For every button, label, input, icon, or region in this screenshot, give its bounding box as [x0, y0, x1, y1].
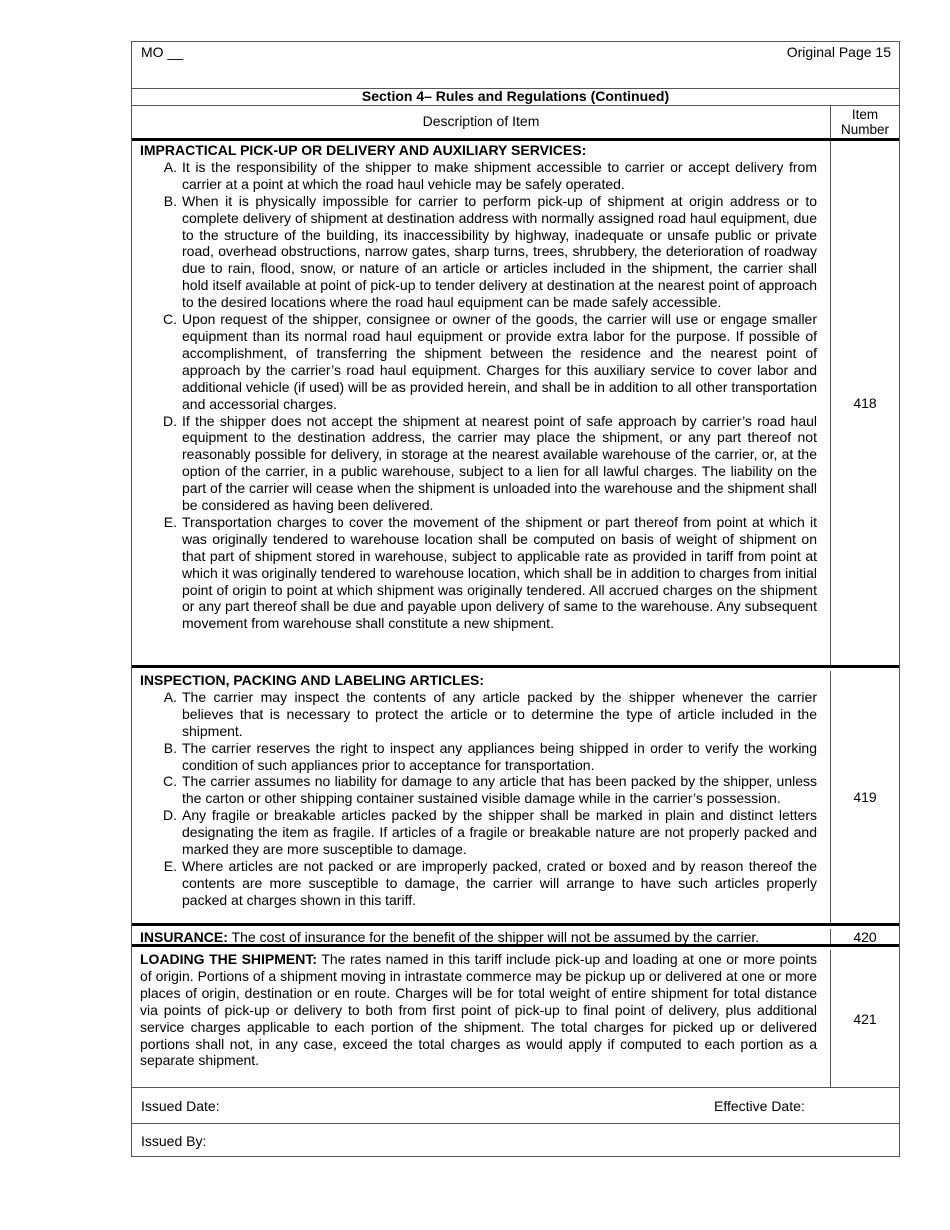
item-description [132, 950, 830, 1087]
item-number: 419 [830, 671, 899, 923]
page-number: Original Page 15 [786, 44, 891, 60]
table-row [132, 950, 899, 1088]
item-text: The rates named in this tariff include pick-up and loading at one or more points of origin. Portions of a shipment moving in intrastate commerce may be pickup up or delivered at one or more places of origin, destination or en route. Charges will be for total weight of entire shipment for total distance via points of pick-up or delivery to both from first point of pick-up to final point of delivery, plus additional service charges applicable to each portion of the shipment. The total charges for picked up or delivered portions shall not, in any case, exceed the total charges as would apply if computed to each portion as a separate shipment. [140, 951, 817, 1069]
column-header [132, 105, 899, 141]
issued-by [132, 1123, 899, 1157]
list-item: A. It is the responsibility of the shipper to make shipment accessible to carrier or accept delivery from carrier at a point at which the road haul vehicle may be safely operated. [163, 158, 817, 192]
list-item: B. The carrier reserves the right to inspect any appliances being shipped in order to verify the working condition of such appliances prior to acceptance for transportation. [163, 739, 817, 773]
item-number: 418 [830, 141, 899, 665]
item-text: The cost of insurance for the benefit of the shipper will not be assumed by the carrier. [231, 929, 760, 945]
item-title: LOADING THE SHIPMENT: [140, 951, 318, 967]
list-item: C. Upon request of the shipper, consignee or owner of the goods, the carrier will use or engage smaller equipment than its normal road haul equipment or provide extra labor for the purpose. If possible of accomplishment, of transferring the shipment between the residence and the nearest point of approach by the carrier’s road haul equipment. Charges for this auxiliary service to cover labor and additional vehicle (if used) will be as provided herein, and shall be in addition to all other transportation and accessorial charges. [163, 311, 817, 412]
table-row [132, 671, 899, 926]
item-title: INSURANCE: [140, 929, 228, 945]
item-number: 420 [830, 929, 899, 944]
issue-dates [132, 1088, 899, 1124]
list-item: E. Where articles are not packed or are improperly packed, crated or boxed and by reason thereof the contents are more susceptible to damage, the carrier will arrange to have such articles properly packed at charges shown in this tariff. [163, 857, 817, 908]
section-title: Section 4– Rules and Regulations (Continued) [132, 88, 899, 106]
item-number-column-header: Item Number [830, 105, 899, 138]
table-row [132, 141, 899, 668]
page-header [132, 42, 899, 89]
item-description [132, 929, 830, 944]
list-item: B. When it is physically impossible for carrier to perform pick-up of shipment at origin address or to complete delivery of shipment at destination address with normally assigned road haul equipment, due to the structure of the building, its inaccessibility by highway, inadequate or unsafe public or private road, overhead obstructions, narrow gates, sharp turns, trees, shrubbery, the deterioration of roadway due to rain, flood, snow, or nature of an article or articles included in the shipment, the carrier shall hold itself available at point of pick-up to tender delivery at destination at the nearest point of approach to the desired locations where the road haul equipment can be made safely accessible. [163, 192, 817, 311]
issued-by-label: Issued By: [141, 1133, 207, 1149]
effective-date-label: Effective Date: [714, 1098, 805, 1114]
item-title: IMPRACTICAL PICK-UP OR DELIVERY AND AUXILIARY SERVICES: [140, 142, 587, 158]
table-row [132, 929, 899, 947]
list-item: D. If the shipper does not accept the shipment at nearest point of safe approach by carrier’s road haul equipment to the destination address, the carrier may place the shipment, or any part thereof not reasonably possible for delivery, in storage at the nearest available warehouse of the carrier, or, at the option of the carrier, in a public warehouse, subject to a lien for all lawful charges. The liability on the part of the carrier will cease when the shipment is unloaded into the warehouse and the shipment shall be considered as having been delivered. [163, 412, 817, 514]
tariff-page-frame [131, 41, 900, 1157]
description-column-header: Description of Item [422, 113, 540, 129]
item-description [132, 141, 830, 665]
state-code: MO __ [141, 44, 184, 60]
list-item: D. Any fragile or breakable articles packed by the shipper shall be marked in plain and distinct letters designating the item as fragile. If articles of a fragile or breakable nature are not properly packed and marked they are more susceptible to damage. [163, 807, 817, 858]
list-item: E. Transportation charges to cover the movement of the shipment or part thereof from point at which it was originally tendered to warehouse location shall be computed on basis of weight of shipment on that part of shipment stored in warehouse, subject to applicable rate as provided in tariff from point at which it was originally tendered to warehouse location, which shall be in addition to charges from initial point of origin to point at which shipment was originally tendered. All accrued charges on the shipment or any part thereof shall be due and payable upon delivery of same to the warehouse. Any subsequent movement from warehouse shall constitute a new shipment. [163, 513, 817, 632]
list-item: A. The carrier may inspect the contents of any article packed by the shipper whenever the carrier believes that is necessary to protect the article or to determine the type of article included in the shipment. [163, 688, 817, 739]
issued-date-label: Issued Date: [141, 1098, 220, 1114]
item-number: 421 [830, 950, 899, 1087]
item-title: INSPECTION, PACKING AND LABELING ARTICLES: [140, 672, 485, 688]
list-item: C. The carrier assumes no liability for damage to any article that has been packed by the shipper, unless the carton or other shipping container sustained visible damage while in the carrier’s possession. [163, 773, 817, 807]
item-description [132, 671, 830, 923]
